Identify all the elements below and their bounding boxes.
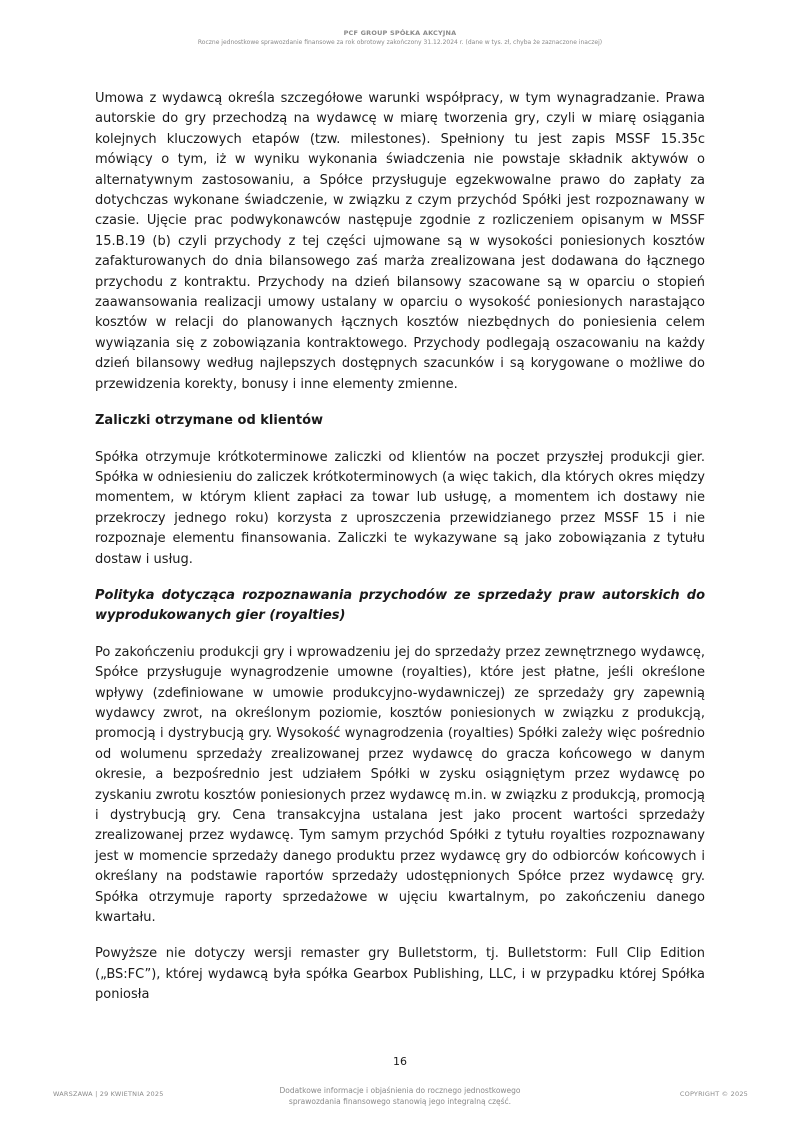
- footer-copyright: COPYRIGHT © 2025: [679, 1090, 748, 1098]
- header-report-subtitle: Roczne jednostkowe sprawozdanie finansowe za rok obrotowy zakończony 31.12.2024 r. (dane w tys. zł, chyba że zaznaczone inaczej): [197, 39, 603, 46]
- footer-note-line2: sprawozdania finansowego stanowią jego integralną część.: [288, 1096, 512, 1106]
- document-body: [95, 89, 705, 1006]
- header-company-name: PCF GROUP SPÓŁKA AKCYJNA: [343, 29, 457, 37]
- page-number: 16: [393, 1055, 407, 1068]
- footer-note-line1: Dodatkowe informacje i objaśnienia do rocznego jednostkowego: [279, 1086, 521, 1095]
- paragraph-bulletstorm: Powyższe nie dotyczy wersji remaster gry Bulletstorm, tj. Bulletstorm: Full Clip Edition („BS:FC”), której wydawcą była spółka Gearbox Publishing, LLC, i w przypadku której Spółka poniosła: [95, 946, 705, 1003]
- paragraph-customer-advances: Spółka otrzymuje krótkoterminowe zaliczki od klientów na poczet przyszłej produkcji gier. Spółka w odniesieniu do zaliczek krótkoterminowych (a więc takich, dla których okres między momentem, w którym klient zapłaci za towar lub usługę, a momentem ich dostawy nie przekroczy jednego roku) korzysta z uproszczenia przewidzianego przez MSSF 15 i nie rozpoznaje elementu finansowania. Zaliczki te wykazywane są jako zobowiązania z tytułu dostaw i usług.: [95, 449, 705, 567]
- heading-customer-advances: Zaliczki otrzymane od klientów: [95, 413, 324, 429]
- paragraph-publisher-agreement: Umowa z wydawcą określa szczegółowe warunki współpracy, w tym wynagradzanie. Prawa autorskie do gry przechodzą na wydawcę w miarę tworzenia gry, czyli w miarę osiągania kolejnych kluczowych etapów (tzw. milestones). Spełniony tu jest zapis MSSF 15.35c mówiący o tym, iż w wyniku wykonania świadczenia nie powstaje składnik aktywów o alternatywnym zastosowaniu, a Spółce przysługuje egzekwowalne prawo do zapłaty za dotychczas wykonane świadczenie, w związku z czym przychód Spółki jest rozpoznawany w czasie. Ujęcie prac podwykonawców następuje zgodnie z rozliczeniem opisanym w MSSF 15.B.19 (b) czyli przychody z tej części ujmowane są w wysokości poniesionych kosztów zafakturowanych do dnia bilansowego zaś marża zrealizowana jest dodawana do łącznego przychodu z kontraktu. Przychody na dzień bilansowy szacowane są w oparciu o stopień zaawansowania realizacji umowy ustalany w oparciu o wysokość poniesionych narastająco kosztów w relacji do planowanych łącznych kosztów niezbędnych do poniesienia celem wywiązania się z zobowiązania kontraktowego. Przychody podlegają oszacowaniu na każdy dzień bilansowy według najlepszych dostępnych szacunków i są korygowane o możliwe do przewidzenia korekty, bonusy i inne elementy zmienne.: [95, 91, 705, 392]
- page-header: [0, 29, 800, 46]
- heading-royalties-policy: Polityka dotycząca rozpoznawania przychodów ze sprzedaży praw autorskich do wyprodukowanych gier (royalties): [95, 587, 705, 624]
- footer-location-date: WARSZAWA | 29 KWIETNIA 2025: [53, 1090, 164, 1098]
- footer-note: [250, 1086, 550, 1107]
- paragraph-royalties: Po zakończeniu produkcji gry i wprowadzeniu jej do sprzedaży przez zewnętrznego wydawcę, Spółce przysługuje wynagrodzenie umowne (royalties), które jest płatne, jeśli określone wpływy (zdefiniowane w umowie produkcyjno-wydawniczej) ze sprzedaży gry zapewnią wydawcy zwrot, na określonym poziomie, kosztów poniesionych w związku z produkcją, promocją i dystrybucją gry. Wysokość wynagrodzenia (royalties) Spółki zależy więc pośrednio od wolumenu sprzedaży zrealizowanej przez wydawcę do gracza końcowego w danym okresie, a bezpośrednio jest udziałem Spółki w zysku osiągniętym przez wydawcę po zyskaniu zwrotu kosztów poniesionych przez wydawcę m.in. w związku z produkcją, promocją i dystrybucją gry. Cena transakcyjna ustalana jest jako procent wartości sprzedaży zrealizowanej przez wydawcę. Tym samym przychód Spółki z tytułu royalties rozpoznawany jest w momencie sprzedaży danego produktu przez wydawcę gry do odbiorców końcowych i określany na podstawie raportów sprzedaży udostępnionych Spółce przez wydawcę gry. Spółka otrzymuje raporty sprzedażowe w ujęciu kwartalnym, po zakończeniu danego kwartału.: [95, 644, 705, 926]
